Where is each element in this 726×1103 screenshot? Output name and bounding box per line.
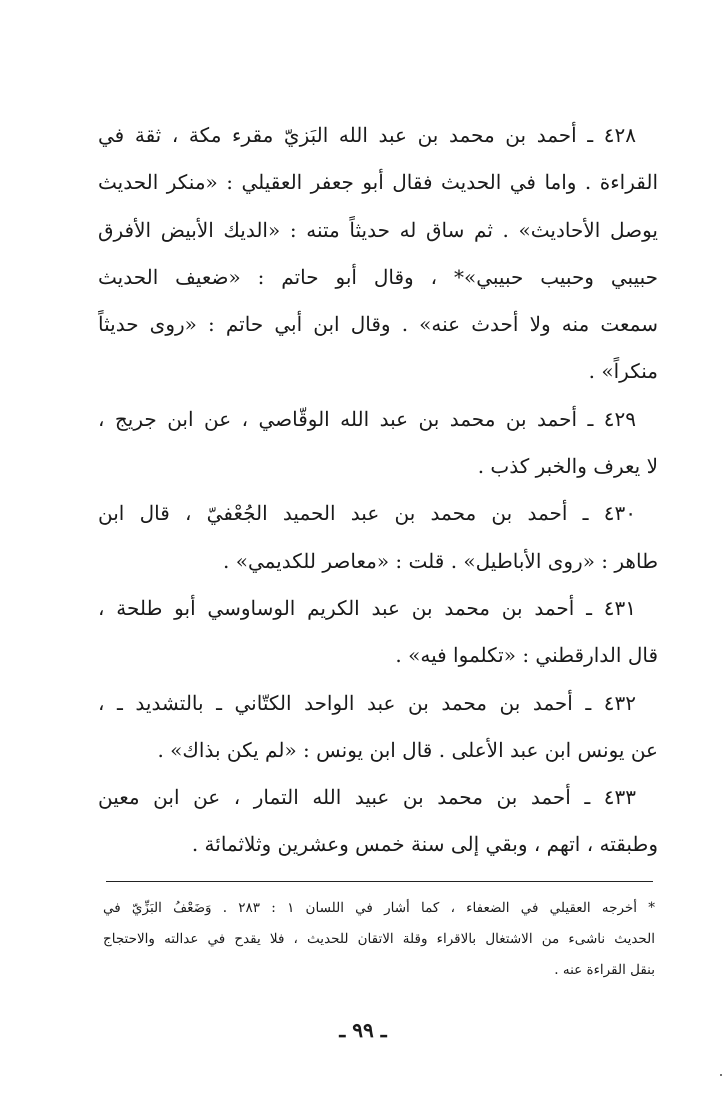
entry-430-line-1: ٤٣٠ ـ أحمد بن محمد بن عبد الحميد الجُعْفيّ ، قال ابن [98,501,636,526]
entry-428-line-4: حبيبي وحبيب حبيبي»* ، وقال أبو حاتم : «ضعيف الحديث [98,264,658,289]
entry-431-line-1: ٤٣١ ـ أحمد بن محمد بن عبد الكريم الوساوسي أبو طلحة ، [98,595,636,620]
entry-433-line-2: وطبقته ، اتهم ، وبقي إلى سنة خمس وعشرين وثلاثمائة . [191,832,658,857]
scan-speck [720,1074,722,1076]
footnote-line-2: الحديث ناشىء من الاشتغال بالاقراء وقلة الاتقان للحديث ، فلا يقدح في عدالته والاحتجاج [103,931,655,947]
entry-428-line-3: يوصل الأحاديث» . ثم ساق له حديثاً متنه : «الديك الأبيض الأفرق [98,217,658,242]
footnote-line-1: * أخرجه العقيلي في الضعفاء ، كما أشار في اللسان ١ : ٢٨٣ . وَضَعْفُ البَزِّيّ في [103,900,655,916]
entry-429-line-2: لا يعرف والخبر كذب . [477,454,658,479]
entry-428-line-6: منكراً» . [588,359,658,384]
entry-428-line-1: ٤٢٨ ـ أحمد بن محمد بن عبد الله البَزيّ مقرء مكة ، ثقة في [98,123,636,147]
entry-432-line-2: عن يونس ابن عبد الأعلى . قال ابن يونس : «لم يكن بذاك» . [157,737,658,762]
entry-428-line-2: القراءة . واما في الحديث فقال أبو جعفر العقيلي : «منكر الحديث [98,170,658,195]
entry-433-line-1: ٤٣٣ ـ أحمد بن محمد بن عبيد الله التمار ، عن ابن معين [98,785,636,810]
page-number: ـ ٩٩ ـ [339,1018,387,1042]
entry-428-line-5: سمعت منه ولا أحدث عنه» . وقال ابن أبي حاتم : «روى حديثاً [98,312,658,337]
footnote [103,893,655,986]
entry-432-line-1: ٤٣٢ ـ أحمد بن محمد بن عبد الواحد الكتّاني ـ بالتشديد ـ ، [98,690,636,715]
entry-431-line-2: قال الدارقطني : «تكلموا فيه» . [395,643,658,668]
footnote-line-3: بنقل القراءة عنه . [554,962,655,978]
main-text-body [98,112,658,869]
footnote-separator [106,881,653,882]
entry-429-line-1: ٤٢٩ ـ أحمد بن محمد بن عبد الله الوقّاصي ، عن ابن جريج ، [98,406,636,431]
entry-430-line-2: طاهر : «روى الأباطيل» . قلت : «معاصر للكديمي» . [223,548,658,573]
